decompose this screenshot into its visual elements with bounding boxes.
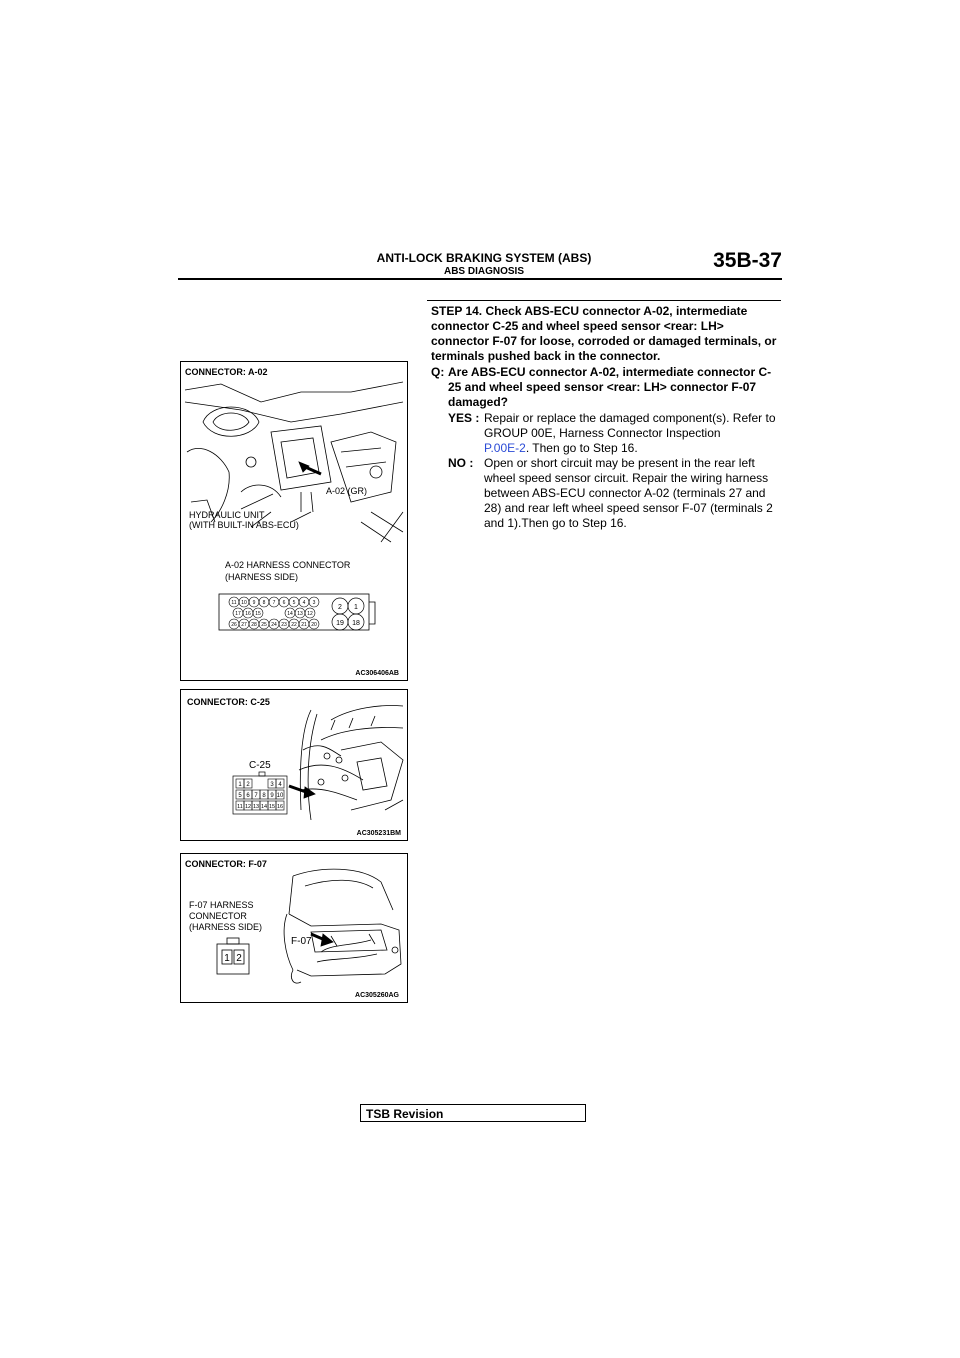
pin-label: 2 xyxy=(236,953,242,964)
pin-label: 7 xyxy=(272,600,276,606)
pin-label: 26 xyxy=(231,622,237,628)
reference-link[interactable]: P.00E-2 xyxy=(484,441,526,455)
harness-label: A-02 HARNESS CONNECTOR xyxy=(225,560,351,570)
pin-label: 6 xyxy=(282,600,286,606)
pin-label: 1 xyxy=(354,604,358,611)
pin-label: 22 xyxy=(291,622,297,628)
figure-connector-a02 xyxy=(180,361,408,681)
figure-connector-c25 xyxy=(180,689,408,841)
unit-label-sub: (WITH BUILT-IN ABS-ECU) xyxy=(189,520,299,530)
pin-label: 8 xyxy=(262,793,266,799)
page-number: 35B-37 xyxy=(713,249,782,272)
pin-label: 15 xyxy=(268,804,276,810)
pin-label: 11 xyxy=(231,600,237,606)
question-text: Are ABS-ECU connector A-02, intermediate connector C-25 and wheel speed sensor <rear: LH> connector F-07 damaged? xyxy=(448,365,772,409)
pin-label: 2 xyxy=(338,604,342,611)
figure-connector-f07 xyxy=(180,853,408,1003)
pin-label: 28 xyxy=(251,622,257,628)
harness-label: F-07 HARNESS xyxy=(189,900,254,910)
pin-label: 3 xyxy=(270,782,274,788)
pin-label: 4 xyxy=(302,600,306,606)
figure-title: CONNECTOR: A-02 xyxy=(185,367,268,377)
c25-pin-row-1 xyxy=(236,779,284,788)
pin-label: 14 xyxy=(260,804,268,810)
pin-label: 23 xyxy=(281,622,287,628)
manual-section-title: ANTI-LOCK BRAKING SYSTEM (ABS) xyxy=(376,251,592,265)
pin-label: 7 xyxy=(254,793,258,799)
no-label: NO : xyxy=(448,456,474,470)
connector-label: C-25 xyxy=(249,760,271,771)
connector-label: F-07 xyxy=(291,936,312,947)
pin-label: 12 xyxy=(244,804,252,810)
pin-label: 9 xyxy=(270,793,274,799)
pin-label: 11 xyxy=(237,804,243,810)
pin-label: 10 xyxy=(276,793,284,799)
dashboard-illustration xyxy=(181,690,407,840)
a02-pin-row-2 xyxy=(233,608,315,618)
pin-label: 20 xyxy=(311,622,317,628)
f07-pins xyxy=(224,953,242,964)
a02-pin-row-3 xyxy=(229,619,319,629)
pin-label: 3 xyxy=(312,600,316,606)
pin-label: 15 xyxy=(255,611,261,617)
pin-label: 6 xyxy=(246,793,250,799)
pin-label: 19 xyxy=(336,620,344,627)
step-heading: STEP 14. Check ABS-ECU connector A-02, intermediate connector C-25 and wheel speed sensor <rear: LH> connector F-07 for loose, corroded or damaged terminals, or terminals pushed back in the connector. xyxy=(431,304,777,363)
a02-large-pins xyxy=(332,598,364,630)
c25-pin-row-3 xyxy=(236,801,284,810)
figure-title: CONNECTOR: F-07 xyxy=(185,859,267,869)
yes-after: . Then go to Step 16. xyxy=(525,441,638,455)
header-rule xyxy=(178,278,782,280)
pin-label: 18 xyxy=(352,620,360,627)
yes-label: YES : xyxy=(448,411,480,425)
pin-label: 12 xyxy=(307,611,313,617)
pin-label: 14 xyxy=(287,611,293,617)
question-prefix: Q: xyxy=(431,365,445,379)
no-text: Open or short circuit may be present in the rear left wheel speed sensor circuit. Repair the wiring harness between ABS-ECU connector A-02 (terminals 27 and 28) and rear left wheel speed sensor F-07 (terminals 2 and 1).Then go to Step 16. xyxy=(484,456,773,530)
manual-subsection-title: ABS DIAGNOSIS xyxy=(443,266,524,277)
pin-label: 4 xyxy=(278,782,282,788)
figure-code: AC305231BM xyxy=(356,830,401,837)
harness-label-sub: (HARNESS SIDE) xyxy=(225,572,299,582)
c25-pin-row-2 xyxy=(236,790,284,799)
pin-label: 16 xyxy=(276,804,284,810)
pin-label: 13 xyxy=(297,611,303,617)
pin-label: 10 xyxy=(241,600,247,606)
pin-label: 1 xyxy=(224,953,230,964)
pin-label: 24 xyxy=(271,622,277,628)
pin-label: 21 xyxy=(301,622,307,628)
a02-pin-row-1 xyxy=(229,597,319,607)
connector-label: A-02 (GR) xyxy=(326,486,368,496)
tsb-revision-box: TSB Revision xyxy=(360,1104,586,1122)
pin-label: 27 xyxy=(241,622,247,628)
step-rule xyxy=(427,300,781,301)
figure-title: CONNECTOR: C-25 xyxy=(187,697,270,707)
pin-label: 9 xyxy=(252,600,256,606)
pin-label: 25 xyxy=(261,622,267,628)
harness-label-side: (HARNESS SIDE) xyxy=(189,922,263,932)
yes-answer xyxy=(484,411,782,456)
figure-code: AC305260AG xyxy=(355,992,399,999)
yes-text: Repair or replace the damaged component(s). Refer to GROUP 00E, Harness Connector Inspection xyxy=(484,411,776,440)
pin-label: 1 xyxy=(238,782,242,788)
unit-label: HYDRAULIC UNIT xyxy=(189,510,265,520)
pin-label: 16 xyxy=(245,611,251,617)
harness-label-sub: CONNECTOR xyxy=(189,911,247,921)
pin-label: 8 xyxy=(262,600,266,606)
figure-code: AC306406AB xyxy=(355,670,399,677)
pin-label: 5 xyxy=(238,793,242,799)
pin-label: 13 xyxy=(252,804,260,810)
pin-label: 5 xyxy=(292,600,296,606)
pin-label: 2 xyxy=(246,782,250,788)
pin-label: 17 xyxy=(235,611,241,617)
